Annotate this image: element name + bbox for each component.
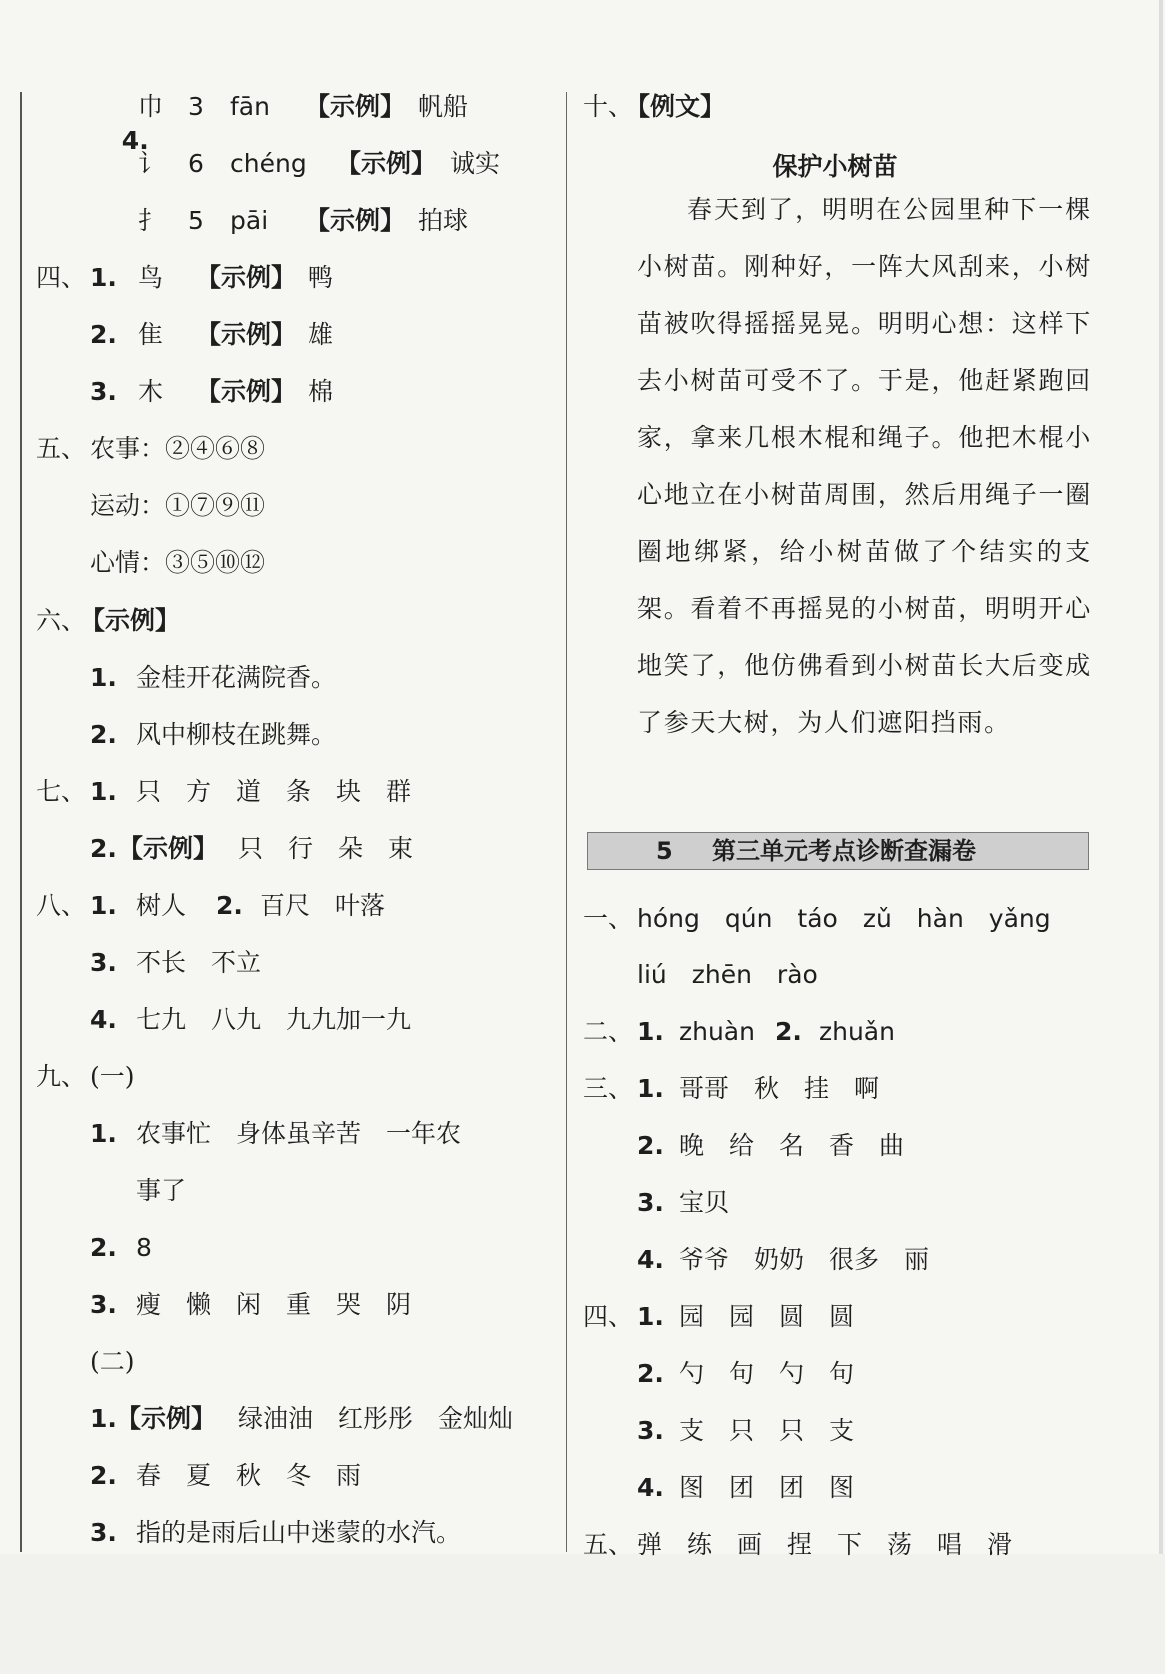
- pinyin-line: hóng qún táo zǔ hàn yǎng: [637, 904, 1051, 933]
- example-tag: 【示例】: [196, 263, 297, 292]
- answer-line: zhuàn: [679, 1017, 755, 1046]
- example-tag: 【示例】: [118, 834, 219, 863]
- item-number: 3.: [637, 1416, 664, 1445]
- radical: 讠: [138, 149, 164, 178]
- example-word: 棉: [308, 377, 334, 406]
- item-number: 1.: [637, 1017, 664, 1046]
- section-heading: 五、: [583, 1530, 634, 1559]
- page-edge-right: [1159, 0, 1163, 1674]
- answer-line: 百尺 叶落: [260, 891, 386, 920]
- answer-line: 8: [136, 1233, 152, 1262]
- answer-line: 事了: [136, 1176, 187, 1205]
- answer-line: 图 团 团 图: [679, 1473, 855, 1502]
- item-number: 2.: [90, 834, 117, 863]
- answer-line: 风中柳枝在跳舞。: [136, 720, 337, 749]
- answer-line: 瘦 懒 闲 重 哭 阴: [136, 1290, 412, 1319]
- subsection-label: (二): [90, 1347, 135, 1376]
- example-word: 拍球: [418, 206, 469, 235]
- section-heading: 八、: [36, 891, 87, 920]
- item-number: 1.: [90, 1404, 117, 1433]
- answer-line: 运动：①⑦⑨⑪: [90, 491, 266, 520]
- example-word: 帆船: [418, 92, 469, 121]
- essay-title: 保护小树苗: [772, 152, 898, 181]
- example-tag: 【示例】: [336, 149, 437, 178]
- example-tag: 【示例】: [80, 606, 181, 635]
- unit-number: 5: [656, 837, 673, 865]
- item-number: 3.: [90, 1518, 117, 1547]
- section-heading: 十、: [583, 92, 634, 121]
- example-word: 雄: [308, 320, 334, 349]
- section-heading: 七、: [36, 777, 87, 806]
- example-word: 诚实: [450, 149, 501, 178]
- example-tag: 【示例】: [116, 1404, 217, 1433]
- answer-line: 农事：②④⑥⑧: [90, 434, 266, 463]
- item-number: 2.: [90, 1461, 117, 1490]
- answer-line: 弹 练 画 捏 下 荡 唱 滑: [637, 1530, 1013, 1559]
- section-heading: 一、: [583, 904, 634, 933]
- pinyin: chéng: [230, 149, 307, 178]
- pinyin: pāi: [230, 206, 269, 235]
- example-tag: 【示例】: [305, 92, 406, 121]
- answer-line: 绿油油 红彤彤 金灿灿: [238, 1404, 514, 1433]
- item-number: 3.: [637, 1188, 664, 1217]
- item-number: 2.: [216, 891, 243, 920]
- item-number: 1.: [637, 1074, 664, 1103]
- stroke-count: 6: [188, 149, 204, 178]
- item-number: 2.: [637, 1131, 664, 1160]
- section-heading: 五、: [36, 434, 87, 463]
- item-number: 2.: [90, 720, 117, 749]
- example-tag: 【示例】: [196, 377, 297, 406]
- radical: 扌: [138, 206, 164, 235]
- item-number: 4.: [637, 1245, 664, 1274]
- item-number: 4.: [121, 126, 149, 155]
- pinyin: fān: [230, 92, 270, 121]
- answer-line: zhuǎn: [819, 1017, 895, 1046]
- section-heading: 四、: [36, 263, 87, 292]
- answer-line: 支 只 只 支: [679, 1416, 855, 1445]
- section-heading: 四、: [583, 1302, 634, 1331]
- item-number: 2.: [90, 320, 117, 349]
- example-tag: 【示例】: [196, 320, 297, 349]
- answer-line: 不长 不立: [136, 948, 262, 977]
- answer-line: 树人: [136, 891, 187, 920]
- item-number: 1.: [90, 263, 117, 292]
- radical: 鸟: [138, 263, 164, 292]
- page-edge-left: [20, 92, 22, 1552]
- answer-line: 只 方 道 条 块 群: [136, 777, 412, 806]
- essay-body: 春天到了，明明在公园里种下一棵小树苗。刚种好，一阵大风刮来，小树苗被吹得摇摇晃晃。明明心想：这样下去小树苗可受不了。于是，他赶紧跑回家，拿来几根木棍和绳子。他把木棍小心地立在小树苗周围，然后用绳子一圈圈地绑紧，给小树苗做了个结实的支架。看着不再摇晃的小树苗，明明开心地笑了，他仿佛看到小树苗长大后变成了参天大树，为人们遮阳挡雨。: [637, 195, 1092, 737]
- example-word: 鸭: [308, 263, 334, 292]
- answer-line: 只 行 朵 束: [238, 834, 414, 863]
- item-number: 2.: [90, 1233, 117, 1262]
- subsection-label: (一): [90, 1062, 135, 1091]
- answer-line: 勺 句 勺 句: [679, 1359, 855, 1388]
- section-heading: 二、: [583, 1017, 634, 1046]
- answer-line: 指的是雨后山中迷蒙的水汽。: [136, 1518, 462, 1547]
- stroke-count: 3: [188, 92, 204, 121]
- example-tag: 【示例】: [305, 206, 406, 235]
- item-number: 3.: [90, 377, 117, 406]
- unit-title: 第三单元考点诊断查漏卷: [712, 837, 976, 865]
- radical: 巾: [138, 92, 164, 121]
- answer-line: 春 夏 秋 冬 雨: [136, 1461, 362, 1490]
- item-number: 1.: [90, 891, 117, 920]
- item-number: 1.: [637, 1302, 664, 1331]
- answer-line: 七九 八九 九九加一九: [136, 1005, 412, 1034]
- page-bottom-margin: [0, 1554, 1165, 1674]
- example-tag: 【例文】: [625, 92, 726, 121]
- stroke-count: 5: [188, 206, 204, 235]
- answer-line: 宝贝: [679, 1188, 730, 1217]
- answer-line: 爷爷 奶奶 很多 丽: [679, 1245, 930, 1274]
- item-number: 2.: [775, 1017, 802, 1046]
- item-number: 4.: [637, 1473, 664, 1502]
- answer-line: 心情：③⑤⑩⑫: [90, 548, 266, 577]
- pinyin-line: liú zhēn rào: [637, 960, 818, 989]
- item-number: 1.: [90, 777, 117, 806]
- item-number: 4.: [90, 1005, 117, 1034]
- column-divider: [566, 92, 567, 1552]
- radical: 木: [138, 377, 164, 406]
- section-heading: 六、: [36, 606, 87, 635]
- answer-line: 哥哥 秋 挂 啊: [679, 1074, 880, 1103]
- item-number: 3.: [90, 1290, 117, 1319]
- section-heading: 三、: [583, 1074, 634, 1103]
- item-number: 1.: [90, 663, 117, 692]
- answer-line: 园 园 圆 圆: [679, 1302, 855, 1331]
- answer-line: 农事忙 身体虽辛苦 一年农: [136, 1119, 462, 1148]
- radical: 隹: [138, 320, 164, 349]
- item-number: 2.: [637, 1359, 664, 1388]
- unit-banner: [587, 832, 1089, 870]
- section-heading: 九、: [36, 1062, 87, 1091]
- item-number: 1.: [90, 1119, 117, 1148]
- item-number: 3.: [90, 948, 117, 977]
- answer-line: 晚 给 名 香 曲: [679, 1131, 905, 1160]
- answer-line: 金桂开花满院香。: [136, 663, 337, 692]
